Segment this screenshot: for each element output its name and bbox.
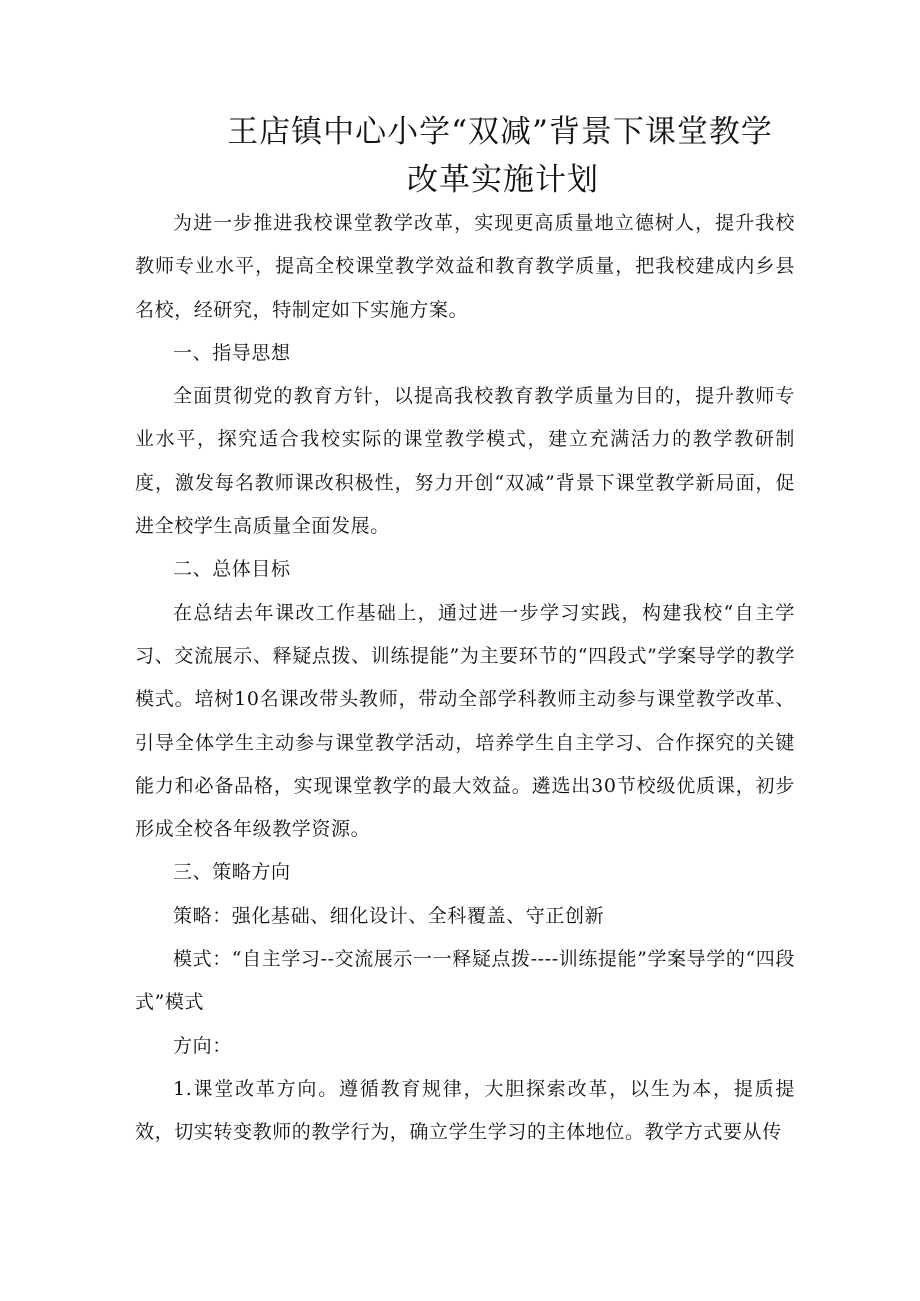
intro-paragraph: 为进一步推进我校课堂教学改革，实现更高质量地立德树人，提升我校教师专业水平，提高全校课堂教学效益和教育教学质量，把我校建成内乡县名校，经研究，特制定如下实施方案。 <box>135 212 795 321</box>
section-heading-strategy: 三、策略方向 <box>173 861 291 884</box>
direction-label: 方向： <box>173 1034 232 1057</box>
section-heading-guiding-ideology: 一、指导思想 <box>173 341 291 364</box>
document-body <box>135 202 795 1155</box>
mode-paragraph: 模式：“自主学习--交流展示一一释疑点拨----训练提能”学案导学的“四段式”模式 <box>135 948 795 1014</box>
document-title <box>160 108 840 204</box>
guiding-ideology-paragraph: 全面贯彻党的教育方针，以提高我校教育教学质量为目的，提升教师专业水平，探究适合我校实际的课堂教学模式，建立充满活力的教学教研制度，激发每名教师课改积极性，努力开创“双减”背景下课堂教学新局面，促进全校学生高质量全面发展。 <box>135 385 795 538</box>
title-line-2: 改革实施计划 <box>407 162 599 198</box>
strategy-paragraph: 策略：强化基础、细化设计、全科覆盖、守正创新 <box>173 904 605 927</box>
title-line-1: 王店镇中心小学“双减”背景下课堂教学 <box>227 114 773 150</box>
direction-item-1: 1.课堂改革方向。遵循教育规律，大胆探索改革，以生为本，提质提效，切实转变教师的教学行为，确立学生学习的主体地位。教学方式要从传 <box>135 1077 795 1144</box>
section-heading-overall-goal: 二、总体目标 <box>173 558 291 581</box>
overall-goal-paragraph: 在总结去年课改工作基础上，通过进一步学习实践，构建我校“自主学习、交流展示、释疑点拨、训练提能”为主要环节的“四段式”学案导学的教学模式。培树10名课改带头教师，带动全部学科教师主动参与课堂教学改革、引导全体学生主动参与课堂教学活动，培养学生自主学习、合作探究的关键能力和必备品格，实现课堂教学的最大效益。遴选出30节校级优质课，初步形成全校各年级教学资源。 <box>135 601 795 841</box>
